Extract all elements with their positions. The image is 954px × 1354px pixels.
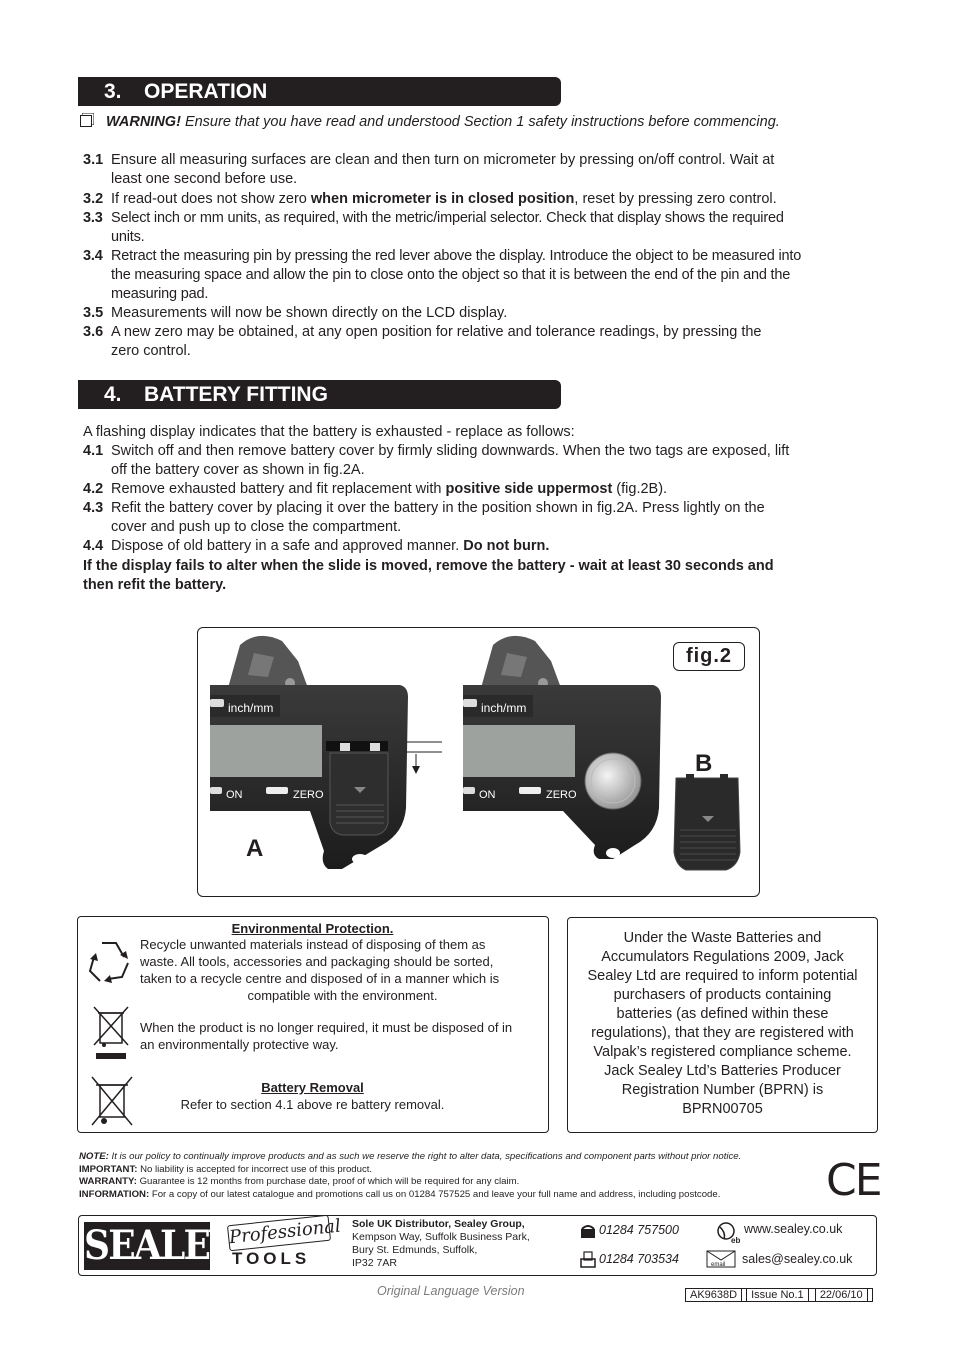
step-text: measuring pad. [111, 286, 209, 303]
env-paragraph-1-end: compatible with the environment. [247, 988, 438, 1003]
caliper-image-a [210, 633, 410, 875]
step-text: Remove exhausted battery and fit replacement with positive side uppermost (fig.2B). [111, 481, 668, 497]
step-number: 3.1 [83, 152, 104, 168]
warning-label: WARNING! [106, 114, 181, 130]
important-line: IMPORTANT: No liability is accepted for incorrect use of this product. [79, 1164, 373, 1175]
email-icon-label: email [711, 1262, 726, 1268]
section-4-header [78, 380, 561, 409]
section-number: 3. [104, 80, 122, 103]
slide-down-arrow-icon [406, 740, 442, 776]
step-text: Select inch or mm units, as required, with the metric/imperial selector. Check that display shows the required [111, 210, 784, 226]
product-code: AK9638D [685, 1288, 742, 1302]
unit-label: inch/mm [228, 701, 274, 715]
step-text: Refit the battery cover by placing it over the battery in the position shown in fig.2A. Press lightly on the [111, 500, 765, 516]
step-text: Dispose of old battery in a safe and approved manner. Do not burn. [111, 538, 550, 554]
env-paragraph-1: Recycle unwanted materials instead of disposing of them as waste. All tools, accessories and packaging should be sorted, taken to a recycle centre and disposed of in a manner which is [140, 937, 500, 986]
step-3-3 [83, 209, 873, 247]
step-text: Retract the measuring pin by pressing the red lever above the display. Introduce the object to be measured into [111, 248, 802, 264]
step-4-2 [83, 480, 873, 499]
step-text: zero control. [111, 343, 191, 360]
section-title: OPERATION [144, 80, 268, 103]
step-4-3 [83, 499, 873, 537]
fax-number: 01284 703534 [599, 1252, 679, 1266]
battery-removal-title: Battery Removal [261, 1080, 364, 1095]
caliper-image-b [463, 633, 663, 875]
phone-icon [580, 1223, 596, 1239]
figure-caption-a: A [246, 835, 264, 862]
step-text: least one second before use. [111, 171, 298, 188]
figure-caption-b: B [695, 750, 713, 777]
step-3-5 [83, 304, 873, 323]
step-3-6 [83, 323, 873, 361]
step-number: 3.6 [83, 324, 104, 340]
unit-label: inch/mm [481, 701, 527, 715]
email-icon [706, 1250, 736, 1268]
warranty-line: WARRANTY: Guarantee is 12 months from purchase date, proof of which will be required for any claim. [79, 1176, 520, 1187]
battery-intro: A flashing display indicates that the battery is exhausted - replace as follows: [83, 424, 575, 440]
professional-logo: Professional [227, 1215, 331, 1252]
web-icon-label: eb [731, 1236, 741, 1245]
section-number: 4. [104, 383, 122, 406]
step-3-1 [83, 151, 873, 189]
step-4-1 [83, 442, 873, 480]
warning-text: Ensure that you have read and understood Section 1 safety instructions before commencing. [180, 114, 780, 130]
sealey-logo: SEALEY [84, 1222, 234, 1269]
distributor: Sole UK Distributor, Sealey Group, [352, 1218, 525, 1230]
step-text: If read-out does not show zero when micrometer is in closed position, reset by pressing zero control. [111, 191, 777, 207]
web-globe-icon [716, 1219, 742, 1245]
battery-final-note: If the display fails to alter when the slide is moved, remove the battery - wait at least 30 seconds and then refit the battery. [83, 558, 774, 594]
battery-cover [672, 774, 744, 874]
tools-logo: TOOLS [232, 1249, 311, 1268]
step-text: units. [111, 229, 145, 246]
step-text: Measurements will now be shown directly on the LCD display. [111, 305, 508, 321]
step-number: 3.3 [83, 210, 103, 226]
step-number: 4.2 [83, 481, 104, 497]
step-4-4 [83, 537, 873, 556]
step-3-2 [83, 190, 873, 209]
on-label: ON [479, 789, 496, 801]
ce-mark: CE [826, 1155, 881, 1206]
recycle-icon [82, 937, 136, 989]
zero-label: ZERO [293, 789, 324, 801]
environmental-title: Environmental Protection. [231, 921, 394, 936]
language-version: Original Language Version [377, 1284, 525, 1298]
waste-batteries-notice: Under the Waste Batteries and Accumulators Regulations 2009, Jack Sealey Ltd are required to inform potential purchasers of products containing batteries (as defined within these regulations), that they are registered with Valpak’s registered compliance scheme. Jack Sealey Ltd’s Batteries Producer Registration Number (BPRN) is BPRN00705 [587, 930, 858, 1117]
issue-info [685, 1288, 873, 1302]
env-paragraph-2: When the product is no longer required, it must be disposed of in an environmentally protective way. [140, 1020, 513, 1052]
address-line-2: Bury St. Edmunds, Suffolk, [352, 1244, 478, 1256]
address-line-3: IP32 7AR [352, 1257, 397, 1269]
step-3-4 [83, 247, 873, 305]
fax-icon [580, 1250, 596, 1268]
step-number: 3.2 [83, 191, 104, 207]
warning-line [80, 114, 780, 130]
step-number: 4.1 [83, 443, 104, 459]
checkbox-icon [80, 115, 92, 127]
step-number: 3.4 [83, 248, 103, 264]
step-number: 4.4 [83, 538, 104, 554]
step-text: the measuring space and allow the pin to close onto the object so that it is between the end of the pin and the [111, 267, 791, 284]
step-text: Switch off and then remove battery cover by firmly sliding downwards. When the two tags are exposed, lift [111, 443, 790, 459]
note-line: NOTE: It is our policy to continually improve products and as such we reserve the right to alter data, specifications and component parts without prior notice. [79, 1151, 742, 1162]
section-title: BATTERY FITTING [144, 383, 328, 406]
issue-number: Issue No.1 22/06/10 [742, 1288, 873, 1302]
step-text: cover and push up to close the compartment. [111, 519, 402, 536]
step-text: A new zero may be obtained, at any open position for relative and tolerance readings, by pressing the [111, 324, 762, 340]
step-text: off the battery cover as shown in fig.2A. [111, 462, 365, 479]
information-line: INFORMATION: For a copy of our latest catalogue and promotions call us on 01284 757525 and leave your full name and address, including postcode. [79, 1189, 721, 1200]
wheelie-bin-crossed-icon [92, 1005, 132, 1061]
step-number: 4.3 [83, 500, 104, 516]
on-label: ON [226, 789, 243, 801]
step-text: Ensure all measuring surfaces are clean and then turn on micrometer by pressing on/off control. Wait at [111, 152, 775, 168]
website-link[interactable]: www.sealey.co.uk [744, 1222, 843, 1236]
step-number: 3.5 [83, 305, 104, 321]
address-line-1: Kempson Way, Suffolk Business Park, [352, 1231, 530, 1243]
phone-number: 01284 757500 [599, 1223, 679, 1237]
figure-label: fig.2 [673, 642, 745, 671]
email-link[interactable]: sales@sealey.co.uk [742, 1252, 853, 1266]
battery-removal-text: Refer to section 4.1 above re battery removal. [180, 1097, 445, 1112]
section-3-header [78, 77, 561, 106]
zero-label: ZERO [546, 789, 577, 801]
